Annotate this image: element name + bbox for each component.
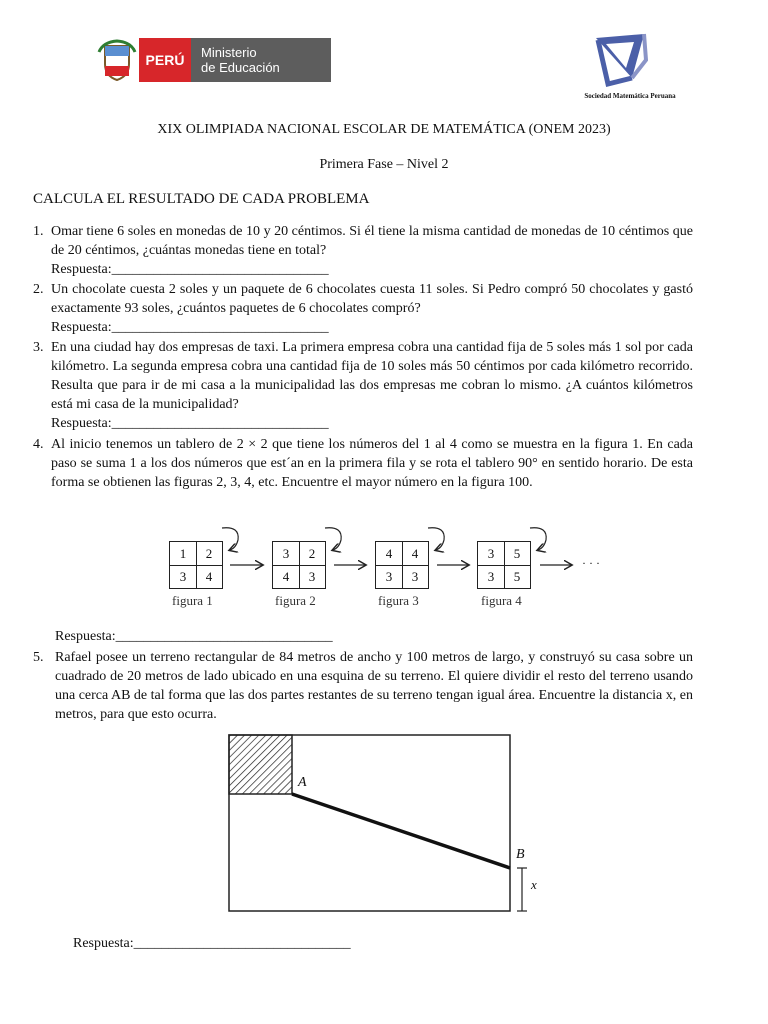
- answer-line-4: Respuesta:_______________________________: [55, 629, 333, 644]
- board-cell: 2: [299, 542, 325, 566]
- board-cell: 3: [411, 568, 419, 584]
- problem-number: 2.: [33, 282, 44, 297]
- board-cell: 1: [170, 542, 197, 566]
- problem-text: Omar tiene 6 soles en monedas de 10 y 20 céntimos. Si él tiene la misma cantidad de monedas de 10 céntimos que de 20 céntimos, ¿cuántas monedas tiene en total?: [51, 224, 693, 258]
- rotate-arrow-icon: [530, 528, 546, 550]
- problem-text: En una ciudad hay dos empresas de taxi. La primera empresa cobra una cantidad fija de 5 soles más 1 sol por cada kilómetro. La segunda empresa cobra una cantidad fija de 10 soles más 50 céntimos por cada kilómetro recorrido. Resulta que para ir de mi casa a la municipalidad las dos empresas me cobran lo mismo. ¿A cuántos kilómetros está mi casa de la municipalidad?: [51, 340, 693, 412]
- answer-line-1: Respuesta:_______________________________: [51, 262, 329, 277]
- figure-label: figura 3: [378, 593, 419, 608]
- board-cell: 4: [273, 565, 300, 588]
- problem-4: [33, 435, 693, 492]
- answer-line-2: Respuesta:_______________________________: [51, 320, 329, 335]
- ministry-line-2: de Educación: [201, 60, 280, 75]
- instruction: CALCULA EL RESULTADO DE CADA PROBLEMA: [33, 191, 370, 207]
- board-cell: 5: [504, 542, 530, 566]
- terrain-diagram: [226, 732, 556, 916]
- board-cell: 4: [376, 542, 403, 566]
- problem-5: [33, 648, 693, 724]
- problem-number: 5.: [33, 650, 44, 665]
- board-cell: 3: [478, 542, 505, 566]
- rotate-arrow-icon: [325, 528, 341, 550]
- figure-ellipsis: · · ·: [582, 556, 600, 570]
- problem-text: Al inicio tenemos un tablero de 2 × 2 que tiene los números del 1 al 4 como se muestra en la figura 1. En cada paso se suma 1 a los dos números que est´an en la primera fila y se rota el tablero 90° en sentido horario. De esta forma se obtienen las figuras 2, 3, 4, etc. Encuentre el mayor número en la figura 100.: [51, 437, 693, 490]
- rotate-arrow-icon: [222, 528, 238, 550]
- board-cell: 4: [402, 542, 428, 566]
- smp-logo-icon: [588, 30, 650, 90]
- problem-text: Rafael posee un terreno rectangular de 84 metros de ancho y 100 metros de largo, y construyó su casa sobre un cuadrado de 20 metros de lado ubicado en una esquina de su terreno. El quiere dividir el resto del terreno usando una cerca AB de tal forma que las dos partes restantes de su terreno tengan igual área. Encuentre la distancia x, en metros, para que esto ocurra.: [55, 650, 693, 722]
- distance-x-label: x: [531, 877, 537, 892]
- problem-number: 1.: [33, 224, 44, 239]
- figure-label: figura 2: [275, 593, 316, 608]
- figure-label: figura 4: [481, 593, 522, 608]
- ministry-line-1: Ministerio: [201, 45, 257, 60]
- board-cell: 3: [376, 565, 403, 588]
- board-cell: 4: [205, 568, 213, 584]
- rotate-arrow-icon: [428, 528, 444, 550]
- page-subtitle: Primera Fase – Nivel 2: [319, 157, 449, 172]
- answer-line-5: Respuesta:_______________________________: [73, 936, 351, 951]
- page-title: XIX OLIMPIADA NACIONAL ESCOLAR DE MATEMÁTICA (ONEM 2023): [157, 122, 611, 137]
- society-name: Sociedad Matemática Peruana: [584, 92, 676, 100]
- problem-1: [33, 222, 693, 260]
- peru-shield-icon: [97, 38, 137, 82]
- answer-line-3: Respuesta:_______________________________: [51, 416, 329, 431]
- problem-number: 3.: [33, 340, 44, 355]
- problem-number: 4.: [33, 437, 44, 452]
- board-cell: 5: [513, 568, 521, 584]
- board-cell: 3: [478, 565, 505, 588]
- figure-arrows: [160, 520, 620, 590]
- ministry-label: [191, 38, 331, 82]
- board-cell: 3: [170, 565, 197, 588]
- board-cell: 2: [196, 542, 222, 566]
- peru-label: PERÚ: [139, 38, 191, 82]
- house-square: [229, 735, 292, 794]
- board-cell: 3: [273, 542, 300, 566]
- point-b-label: B: [516, 847, 525, 862]
- board-cell: 3: [308, 568, 316, 584]
- problem-2: [33, 280, 693, 318]
- figure-label: figura 1: [172, 593, 213, 608]
- problem-3: [33, 338, 693, 414]
- point-a-label: A: [298, 775, 307, 790]
- problem-text: Un chocolate cuesta 2 soles y un paquete de 6 chocolates cuesta 11 soles. Si Pedro compró 50 chocolates y gastó exactamente 93 soles, ¿cuántos paquetes de 6 chocolates compró?: [51, 282, 693, 316]
